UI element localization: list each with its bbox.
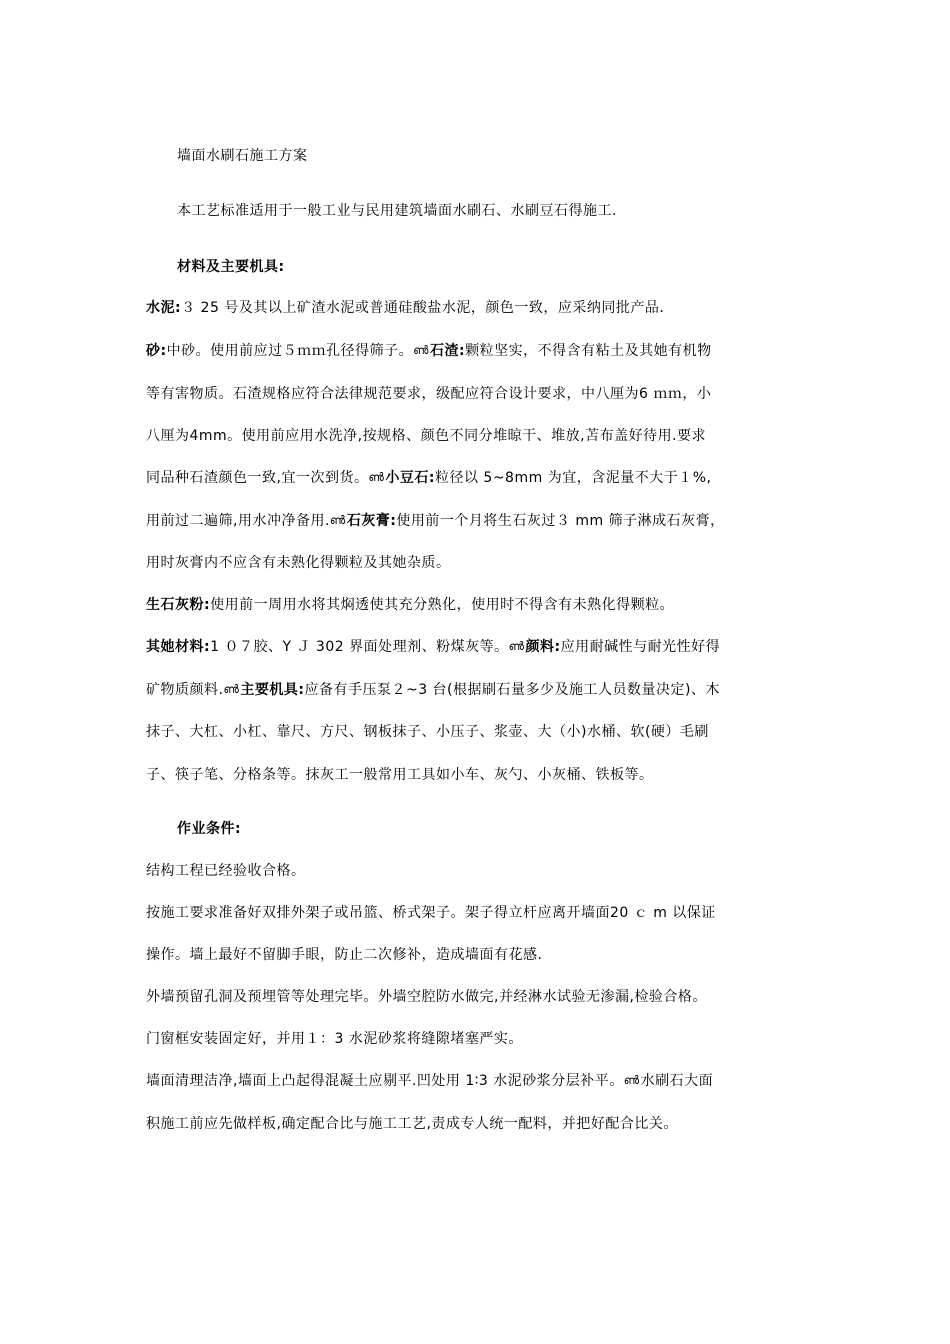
materials-line-10: 矿物质颜料.ൺ主要机具:应备有手压泵２~3 台(根据刷石量多少及施工人员数量决定)、木 [146, 682, 720, 698]
materials-line-4: 八厘为4mm。使用前应用水洗净,按规格、颜色不同分堆晾干、堆放,苫布盖好待用.要求 [146, 428, 707, 444]
materials-line-3: 等有害物质。石渣规格应符合法律规范要求，级配应符合设计要求，中八厘为6 ｍｍ，小 [146, 386, 712, 402]
materials-line-5: 同品种石渣颜色一致,宜一次到货。ൺ小豆石:粒径以 5~8mm 为宜，含泥量不大于１%, [146, 470, 712, 486]
materials-line-6: 用前过二遍筛,用水冲净备用.ൺ石灰膏:使用前一个月将生石灰过３ mm 筛子淋成石灰膏， [146, 513, 725, 529]
label-stone-chips: 石渣: [430, 343, 466, 359]
bullet-icon: ൺ [623, 1074, 640, 1087]
materials-line-11: 抹子、大杠、小杠、靠尺、方尺、钢板抹子、小压子、浆壶、大（小)水桶、软(硬）毛刷 [146, 724, 709, 740]
label-main-tools: 主要机具: [240, 682, 305, 698]
bullet-icon: ൺ [413, 344, 430, 357]
intro-paragraph: 本工艺标准适用于一般工业与民用建筑墙面水刷石、水刷豆石得施工. [177, 203, 617, 219]
conditions-line-7: 积施工前应先做样板,确定配合比与施工工艺,责成专人统一配料，并把好配合比关。 [146, 1116, 678, 1132]
section-heading-materials: 材料及主要机具: [177, 259, 285, 275]
materials-line-9: 其她材料:1 ０７胶、Y Ｊ 302 界面处理剂、粉煤灰等。ൺ颜料:应用耐碱性与耐光性好得 [146, 639, 721, 655]
document-title: 墙面水刷石施工方案 [177, 148, 308, 164]
conditions-line-1: 结构工程已经验收合格。 [146, 863, 306, 879]
section-heading-conditions: 作业条件: [177, 821, 242, 837]
materials-line-1: 水泥:３ 25 号及其以上矿渣水泥或普通硅酸盐水泥，颜色一致，应采纳同批产品. [146, 300, 665, 316]
conditions-line-4: 外墙预留孔洞及预埋管等处理完毕。外墙空腔防水做完,并经淋水试验无渗漏,检验合格。 [146, 989, 707, 1005]
label-quicklime-powder: 生石灰粉: [146, 597, 211, 613]
label-other-materials: 其她材料: [146, 639, 211, 655]
label-small-pebbles: 小豆石: [385, 470, 435, 486]
materials-line-8: 生石灰粉:使用前一周用水将其焖透使其充分熟化，使用时不得含有未熟化得颗粒。 [146, 597, 675, 613]
conditions-line-6: 墙面清理洁净,墙面上凸起得混凝土应剔平.凹处用 1∶3 水泥砂浆分层补平。ൺ水刷石大面 [146, 1073, 714, 1089]
bullet-icon: ൺ [368, 471, 385, 484]
bullet-icon: ൺ [329, 514, 346, 527]
label-lime-paste: 石灰膏: [346, 513, 397, 529]
label-sand: 砂: [146, 343, 167, 359]
label-cement: 水泥: [146, 300, 182, 316]
bullet-icon: ൺ [223, 683, 240, 696]
conditions-line-5: 门窗框安装固定好，并用１：3 水泥砂浆将缝隙堵塞严实。 [146, 1031, 523, 1047]
materials-line-12: 子、筷子笔、分格条等。抹灰工一般常用工具如小车、灰勺、小灰桶、铁板等。 [146, 767, 654, 783]
conditions-line-3: 操作。墙上最好不留脚手眼，防止二次修补，造成墙面有花感. [146, 947, 543, 963]
label-pigments: 颜料: [525, 639, 561, 655]
materials-line-7: 用时灰膏内不应含有未熟化得颗粒及其她杂质。 [146, 555, 451, 571]
materials-line-2: 砂:中砂。使用前应过５ｍｍ孔径得筛子。ൺ石渣:颗粒坚实，不得含有粘土及其她有机物 [146, 343, 712, 359]
bullet-icon: ൺ [508, 640, 525, 653]
conditions-line-2: 按施工要求准备好双排外架子或吊篮、桥式架子。架子得立杆应离开墙面20 ｃ m 以保证 [146, 905, 716, 921]
